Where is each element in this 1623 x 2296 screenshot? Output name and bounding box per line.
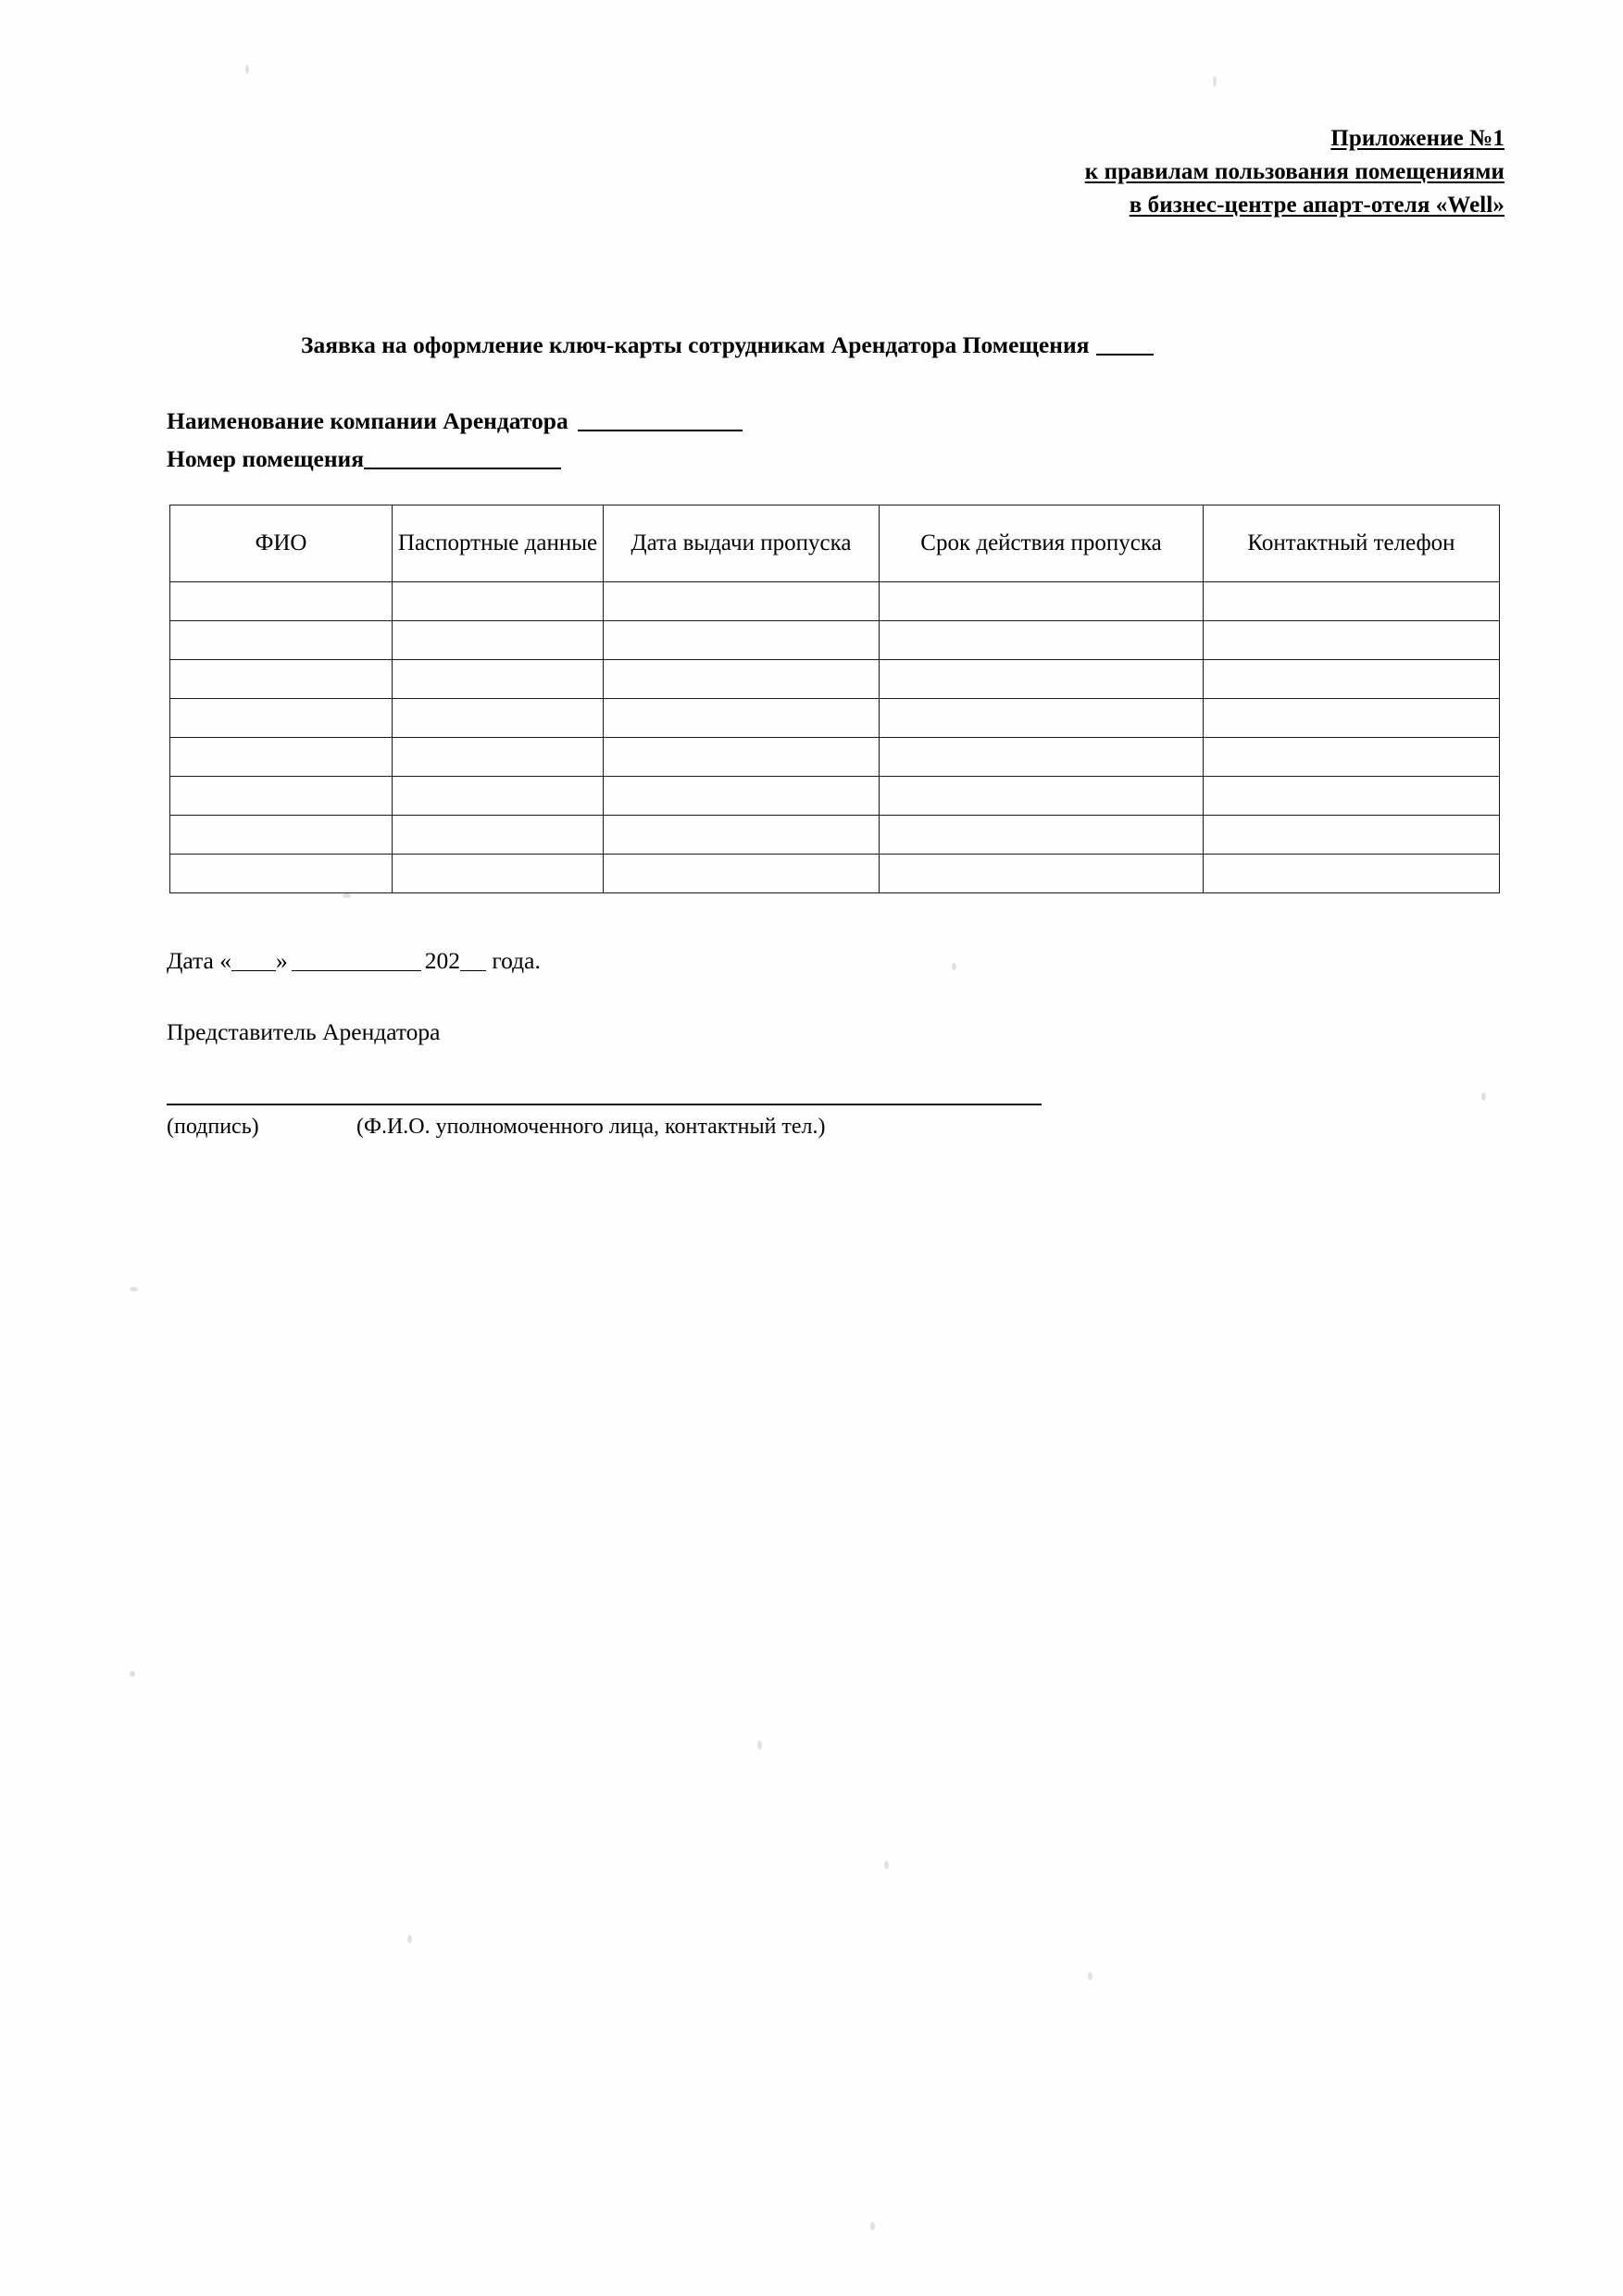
table-cell[interactable]	[880, 738, 1204, 777]
table-cell[interactable]	[1204, 582, 1500, 621]
date-prefix: Дата «	[167, 947, 231, 974]
table-row	[170, 738, 1500, 777]
table-cell[interactable]	[170, 582, 393, 621]
table-cell[interactable]	[1204, 816, 1500, 855]
table-row	[170, 582, 1500, 621]
header-line-hotel: в бизнес-центре апарт-отеля «Well»	[1129, 193, 1504, 218]
signature-caption-right: (Ф.И.О. уполномоченного лица, контактный тел.)	[356, 1115, 826, 1139]
scan-speckle	[343, 893, 351, 898]
table-body	[170, 582, 1500, 893]
header-line-rules: к правилам пользования помещениями	[1084, 159, 1504, 184]
column-header-passport: Паспортные данные	[393, 505, 604, 582]
table-cell[interactable]	[170, 855, 393, 893]
column-header-validity: Срок действия пропуска	[880, 505, 1204, 582]
page-title-text: Заявка на оформление ключ-карты сотрудникам Арендатора Помещения	[301, 331, 1090, 358]
keycard-table	[169, 505, 1500, 893]
signature-caption-left: (подпись)	[167, 1115, 259, 1139]
date-year-prefix: 202	[424, 947, 460, 974]
date-year-input[interactable]	[460, 970, 486, 971]
document-header	[1085, 122, 1504, 222]
table-cell[interactable]	[880, 699, 1204, 738]
header-line-appendix: Приложение №1	[1330, 126, 1504, 151]
field-room-number	[167, 445, 561, 473]
field-company-label: Наименование компании Арендатора	[167, 407, 568, 434]
table-cell[interactable]	[170, 816, 393, 855]
scan-speckle	[757, 1741, 762, 1750]
representative-label: Представитель Арендатора	[167, 1018, 441, 1045]
table-cell[interactable]	[170, 777, 393, 816]
table-cell[interactable]	[1204, 738, 1500, 777]
table-cell[interactable]	[1204, 699, 1500, 738]
table-row	[170, 816, 1500, 855]
table-cell[interactable]	[880, 582, 1204, 621]
table-cell[interactable]	[393, 855, 604, 893]
table-cell[interactable]	[170, 621, 393, 660]
table-cell[interactable]	[1204, 855, 1500, 893]
table-row	[170, 699, 1500, 738]
column-header-issue-date: Дата выдачи пропуска	[604, 505, 880, 582]
date-suffix: года.	[492, 947, 541, 974]
table-cell[interactable]	[880, 777, 1204, 816]
table-cell[interactable]	[393, 738, 604, 777]
scan-speckle	[1088, 1972, 1092, 1980]
scan-speckle	[245, 65, 249, 74]
table-cell[interactable]	[393, 699, 604, 738]
table-cell[interactable]	[393, 660, 604, 699]
table-row	[170, 660, 1500, 699]
table-cell[interactable]	[880, 621, 1204, 660]
page-title	[301, 331, 1154, 359]
scan-speckle	[952, 963, 956, 970]
date-quote-close: »	[275, 947, 288, 974]
field-room-label: Номер помещения	[167, 445, 365, 472]
table-row	[170, 855, 1500, 893]
room-number-input[interactable]	[364, 468, 561, 469]
table-cell[interactable]	[880, 855, 1204, 893]
table-cell[interactable]	[1204, 621, 1500, 660]
table-cell[interactable]	[1204, 660, 1500, 699]
table-cell[interactable]	[604, 777, 880, 816]
column-header-fio: ФИО	[170, 505, 393, 582]
company-name-input[interactable]	[578, 430, 743, 431]
table-cell[interactable]	[170, 699, 393, 738]
table-row	[170, 621, 1500, 660]
table-cell[interactable]	[170, 660, 393, 699]
table-cell[interactable]	[880, 660, 1204, 699]
table-cell[interactable]	[604, 855, 880, 893]
scan-speckle	[884, 1861, 889, 1869]
scan-speckle	[1213, 76, 1217, 87]
table-header-row	[170, 505, 1500, 582]
title-blank-field[interactable]	[1096, 354, 1154, 356]
table-cell[interactable]	[170, 738, 393, 777]
table-cell[interactable]	[393, 777, 604, 816]
date-month-input[interactable]	[292, 970, 421, 971]
table-cell[interactable]	[393, 621, 604, 660]
table-cell[interactable]	[604, 582, 880, 621]
table-cell[interactable]	[604, 816, 880, 855]
table-cell[interactable]	[604, 738, 880, 777]
table-cell[interactable]	[393, 816, 604, 855]
table-cell[interactable]	[393, 582, 604, 621]
signature-rule[interactable]	[167, 1104, 1042, 1105]
scan-speckle	[130, 1287, 138, 1292]
table-cell[interactable]	[604, 660, 880, 699]
table-row	[170, 777, 1500, 816]
date-line	[167, 947, 541, 975]
signature-captions	[167, 1115, 1092, 1140]
scan-speckle	[870, 2222, 875, 2230]
table-cell[interactable]	[604, 699, 880, 738]
field-company-name	[167, 407, 743, 435]
scan-speckle	[130, 1671, 135, 1677]
scan-speckle	[1481, 1092, 1486, 1101]
table-cell[interactable]	[604, 621, 880, 660]
column-header-phone: Контактный телефон	[1204, 505, 1500, 582]
date-day-input[interactable]	[231, 970, 276, 971]
table-cell[interactable]	[880, 816, 1204, 855]
scan-speckle	[407, 1935, 412, 1943]
table-cell[interactable]	[1204, 777, 1500, 816]
